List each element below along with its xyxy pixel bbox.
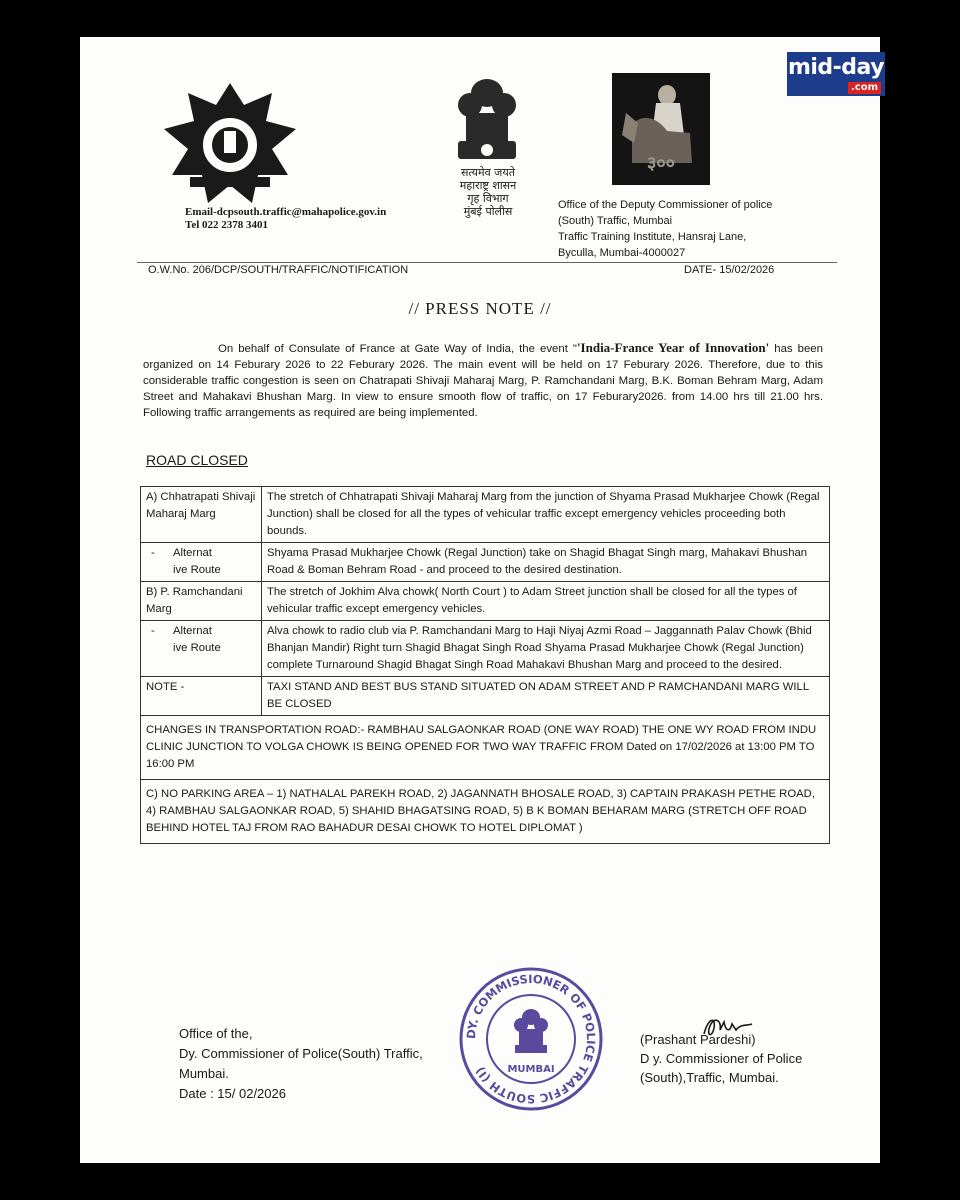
road-closed-heading: ROAD CLOSED: [146, 452, 248, 468]
emblem-line: गृह विभाग: [467, 192, 509, 205]
office-line: Byculla, Mumbai-4000027: [558, 247, 686, 259]
intro-text-2: has been organized on 14 Feburary 2026 to 22 Feburary 2026. The main event will be held on 17 Feburary 2026. Therefore, due to this considerable traffic congestion is seen on Chatrapati Shivaji Maharaj Marg, P. Ramchandani Marg, B.K. Boman Behram Marg, Adam Street and Mahakavi Bhushan Marg. In view to ensure smooth flow of traffic, on 17 Feburary2026. from 14.00 hrs till 21.00 hrs. Following traffic arrangements as required are being implemented.: [143, 343, 823, 419]
stamp-city: MUMBAI: [507, 1064, 555, 1075]
signatory-block: [640, 1030, 802, 1087]
issuer-line: Dy. Commissioner of Police(South) Traffic,: [179, 1046, 423, 1061]
emblem-line: महाराष्ट्र शासन: [459, 179, 517, 192]
contact-info: [185, 206, 386, 232]
row-label: NOTE -: [141, 677, 262, 716]
row-text: The stretch of Chhatrapati Shivaji Maharaj Marg from the junction of Shyama Prasad Mukharjee Chowk (Regal Junction) shall be closed for all the types of vehicular traffic except emergency vehicles proceeding both bounds.: [262, 487, 830, 543]
road-closure-table: [140, 486, 830, 844]
midday-suffix: .com: [848, 82, 881, 94]
alt-route-cell: [141, 543, 262, 582]
table-row: [141, 716, 830, 780]
page-title: // PRESS NOTE //: [408, 299, 552, 318]
dash-text: -: [151, 625, 155, 637]
table-row: [141, 621, 830, 677]
row-text: CHANGES IN TRANSPORTATION ROAD:- RAMBHAU SALGAONKAR ROAD (ONE WAY ROAD) THE ONE WY ROAD FROM INDU CLINIC JUNCTION TO VOLGA CHOWK IS BEING OPENED FOR TWO WAY TRAFFIC FROM Dated on 17/02/2026 at 13:00 PM TO 16:00 PM: [141, 716, 830, 780]
document-date: DATE- 15/02/2026: [684, 264, 775, 276]
reference-number: O.W.No. 206/DCP/SOUTH/TRAFFIC/NOTIFICATION: [148, 264, 409, 276]
row-text: C) NO PARKING AREA – 1) NATHALAL PAREKH ROAD, 2) JAGANNATH BHOSALE ROAD, 3) CAPTAIN PRAKASH PETHE ROAD, 4) RAMBHAU SALGAONKAR ROAD, 5) SHAHID BHAGATSING ROAD, 5) B K BOMAN BEHARAM MARG (STRETCH OFF ROAD BEHIND HOTEL TAJ FROM RAO BAHADUR DESAI CHOWK TO HOTEL DIPLOMAT ): [141, 780, 830, 844]
dash-text: -: [151, 547, 155, 559]
email-text: Email-dcpsouth.traffic@mahapolice.gov.in: [185, 206, 387, 218]
alt-route-cell: [141, 621, 262, 677]
emblem-line: सत्यमेव जयते: [460, 166, 515, 179]
emblem-line: मुंबई पोलीस: [463, 205, 513, 218]
ashoka-emblem-icon: [448, 75, 526, 167]
emblem-caption: [428, 166, 548, 218]
intro-paragraph: [143, 340, 823, 421]
table-row: [141, 487, 830, 543]
intro-text: On behalf of Consulate of France at Gate Way of India, the event ": [218, 343, 577, 355]
issuer-line: Mumbai.: [179, 1066, 229, 1081]
issuer-line: Date : 15/ 02/2026: [179, 1086, 286, 1101]
signatory-line: (South),Traffic, Mumbai.: [640, 1070, 779, 1085]
signatory-line: D y. Commissioner of Police: [640, 1051, 803, 1066]
row-label: A) Chhatrapati Shivaji Maharaj Marg: [141, 487, 262, 543]
mumbai-police-logo-icon: [145, 75, 315, 215]
svg-text:३००: ३००: [646, 153, 676, 174]
row-label: B) P. Ramchandani Marg: [141, 582, 262, 621]
signatory-name: (Prashant Pardeshi): [640, 1032, 756, 1047]
office-address: [558, 197, 772, 261]
horse-rider-photo: [612, 73, 710, 185]
official-stamp-icon: [455, 965, 607, 1113]
midday-brand: mid-day: [787, 55, 885, 80]
table-row: [141, 780, 830, 844]
row-text: TAXI STAND AND BEST BUS STAND SITUATED ON ADAM STREET AND P RAMCHANDANI MARG WILL BE CLOSED: [262, 677, 830, 716]
issuer-line: Office of the,: [179, 1026, 253, 1041]
office-line: Office of the Deputy Commissioner of police: [558, 199, 773, 211]
row-text: The stretch of Jokhim Alva chowk( North Court ) to Adam Street junction shall be closed for all the types of vehicular traffic except emergency vehicles.: [262, 582, 830, 621]
event-name: 'India-France Year of Innovation': [576, 340, 770, 355]
midday-badge: [787, 52, 885, 96]
office-line: (South) Traffic, Mumbai: [558, 215, 673, 227]
row-text: Shyama Prasad Mukharjee Chowk (Regal Junction) take on Shagid Bhagat Singh marg, Mahakavi Bhushan Road & Boman Behram Road - and proceed to the desired destination.: [262, 543, 830, 582]
issuer-block: [179, 1024, 423, 1104]
header-divider: [137, 262, 837, 263]
alt-route-label: Alternat ive Route: [173, 625, 221, 654]
phone-text: Tel 022 2378 3401: [185, 219, 269, 231]
row-text: Alva chowk to radio club via P. Ramchandani Marg to Haji Niyaj Azmi Road – Jaggannath Palav Chowk (Bhid Bhanjan Mandir) Right turn Shagid Bhagat Singh Road Shyama Prasad Mukharjee Chowk (Regal Junction) complete Turnaround Shagid Bhagat Singh Road Mahakavi Bhushan Marg and proceed to the desired.: [262, 621, 830, 677]
table-row: [141, 677, 830, 716]
office-line: Traffic Training Institute, Hansraj Lane,: [558, 231, 747, 243]
table-row: [141, 543, 830, 582]
alt-route-label: Alternat ive Route: [173, 547, 221, 576]
table-row: [141, 582, 830, 621]
stamp-ring-text: DY. COMMISSIONER OF POLICE TRAFFIC SOUTH (I): [463, 971, 599, 1107]
